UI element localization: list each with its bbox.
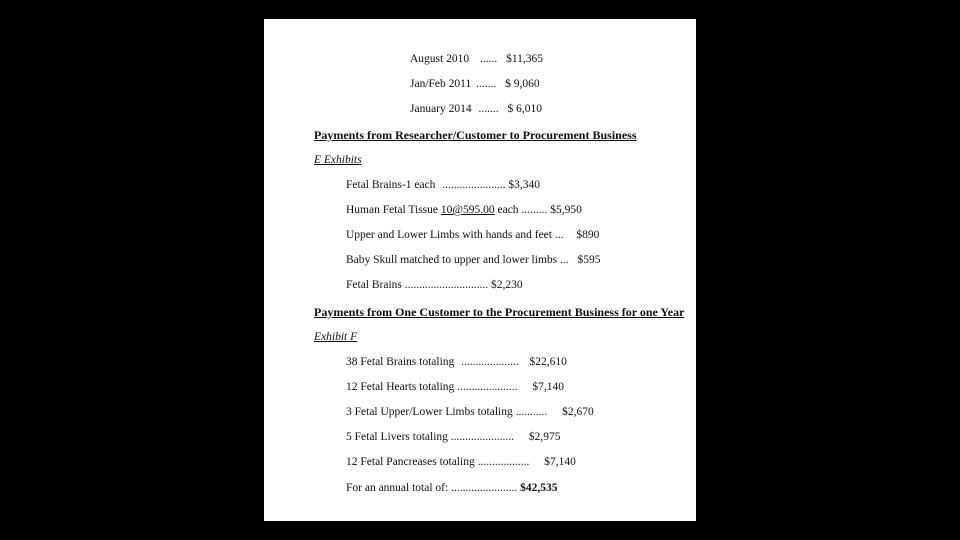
top-row: [410, 78, 540, 90]
row-leader: .......: [478, 103, 499, 115]
section-heading: Payments from Researcher/Customer to Procurement Business: [314, 128, 637, 142]
exhibit-row: [346, 381, 564, 393]
row-amount: $2,230: [491, 279, 523, 291]
row-label: Fetal Brains-1 each: [346, 179, 436, 191]
row-label: Fetal Brains: [346, 279, 402, 291]
row-amount: $ 6,010: [507, 103, 543, 115]
row-amount: $ 9,060: [505, 78, 540, 90]
exhibit-row: [346, 204, 582, 216]
row-label-end: each: [494, 204, 519, 216]
row-label: For an annual total of:: [346, 482, 449, 494]
row-leader: .........: [521, 204, 548, 216]
top-row: [410, 103, 542, 115]
row-leader: .............................: [404, 279, 489, 291]
row-label-start: Human Fetal Tissue: [346, 204, 441, 216]
row-amount: $3,340: [508, 179, 541, 191]
exhibit-row: [346, 406, 594, 418]
annual-total-amount: $42,535: [520, 482, 558, 494]
row-amount: $2,670: [562, 406, 594, 418]
row-leader: ....................: [461, 356, 519, 368]
exhibit-label: E Exhibits: [314, 154, 362, 166]
row-leader: .......: [476, 78, 497, 90]
row-leader: ...: [554, 229, 564, 241]
section-heading: Payments from One Customer to the Procurement Business for one Year: [314, 305, 685, 319]
exhibit-row: [346, 279, 523, 291]
annual-total-row: [346, 482, 557, 494]
row-leader: ......................: [442, 179, 506, 191]
row-amount: $7,140: [544, 456, 576, 468]
exhibit-row: [346, 356, 567, 368]
row-label: Jan/Feb 2011: [410, 78, 472, 90]
exhibit-row: [346, 431, 561, 443]
row-label: 38 Fetal Brains totaling: [346, 356, 455, 368]
exhibit-label: Exhibit F: [314, 331, 358, 343]
row-label: 12 Fetal Pancreases totaling: [346, 456, 475, 468]
row-label: 5 Fetal Livers totaling: [346, 431, 448, 443]
row-label: Baby Skull matched to upper and lower limbs: [346, 254, 558, 266]
row-amount: $2,975: [528, 431, 561, 443]
row-label: January 2014: [410, 103, 472, 115]
row-label: 3 Fetal Upper/Lower Limbs totaling: [346, 406, 513, 418]
row-label: 12 Fetal Hearts totaling: [346, 381, 455, 393]
row-label-rate: 10@595.00: [440, 204, 495, 216]
row-leader: ..................: [477, 456, 530, 468]
row-amount: $11,365: [506, 53, 544, 65]
exhibit-row: [346, 179, 540, 191]
row-leader: .......................: [451, 482, 518, 494]
row-label: Upper and Lower Limbs with hands and feet: [346, 229, 552, 241]
exhibit-row: [346, 254, 601, 266]
row-amount: $890: [576, 229, 600, 241]
top-row: [410, 53, 543, 65]
document-page: [264, 19, 696, 521]
row-leader: ......: [479, 53, 498, 65]
row-leader: ......................: [450, 431, 515, 443]
row-amount: $22,610: [529, 356, 567, 368]
row-amount: $7,140: [532, 381, 565, 393]
row-amount: $5,950: [550, 204, 582, 216]
row-leader: ...........: [515, 406, 548, 418]
exhibit-row: [346, 229, 599, 241]
exhibit-row: [346, 456, 576, 468]
row-amount: $595: [577, 254, 601, 266]
row-leader: ...: [560, 254, 569, 266]
row-label: August 2010: [410, 53, 470, 65]
row-leader: .....................: [457, 381, 518, 393]
